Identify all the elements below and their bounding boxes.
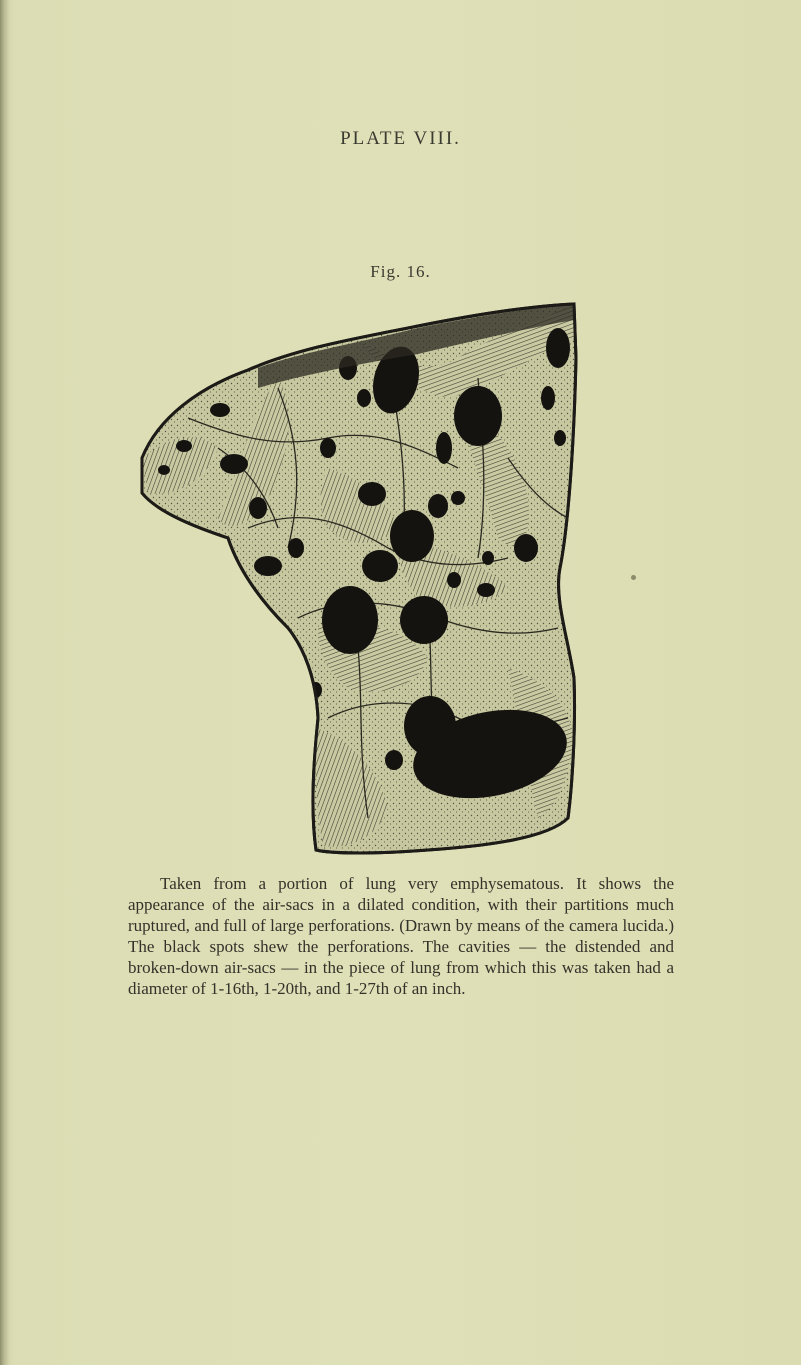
caption-text: Taken from a portion of lung very emphysematous. It shows the appearance of the air-sacs in a dilated condition, with their partitions much ruptured, and full of large perforations. (Drawn by means of the camera lucida.) The black spots shew the perforations. The cavities — the distended and broken-down air-sacs — in the piece of lung from which this was taken had a diameter of 1-16th, 1-20th, and 1-27th of an inch. [128,874,674,998]
binding-edge [0,0,9,1365]
lung-tissue-engraving [128,298,578,858]
figure-label: Fig. 16. [370,262,431,281]
paper-speck [631,575,636,580]
figure-caption [128,873,674,999]
plate-title: PLATE VIII. [340,128,461,149]
